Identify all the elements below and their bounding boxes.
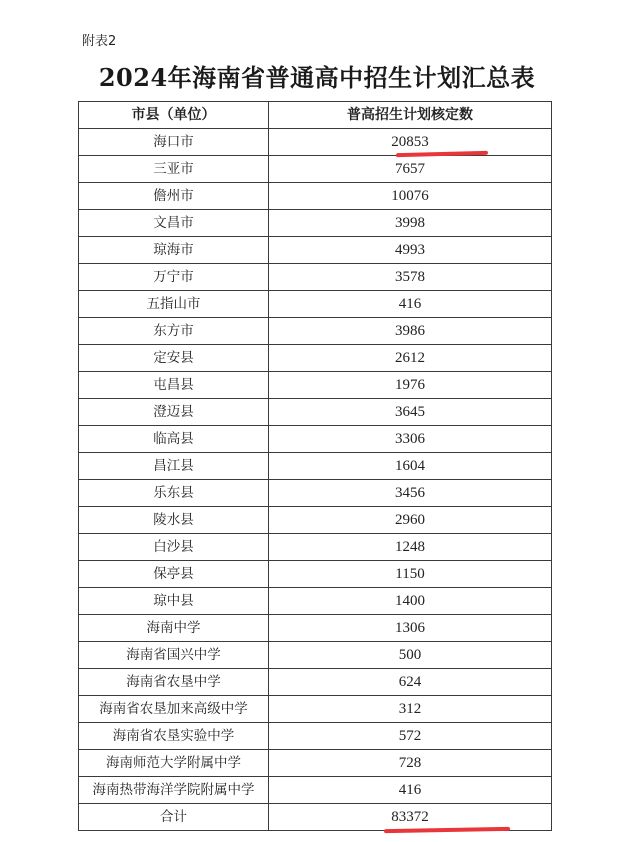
- attachment-label: 附表2: [82, 34, 117, 49]
- table-row: [79, 399, 552, 426]
- table-row: [79, 480, 552, 507]
- total-count-cell: 83372: [269, 804, 552, 831]
- count-cell: 2612: [269, 345, 552, 372]
- table-row: [79, 615, 552, 642]
- unit-cell: 海南师范大学附属中学: [79, 750, 269, 777]
- unit-cell: 海南省国兴中学: [79, 642, 269, 669]
- highlight-underline-total: [384, 827, 510, 833]
- header-unit: 市县（单位）: [79, 102, 269, 129]
- unit-cell: 保亭县: [79, 561, 269, 588]
- table-row: [79, 534, 552, 561]
- table-body: [79, 129, 552, 831]
- count-cell: 20853: [269, 129, 552, 156]
- unit-cell: 文昌市: [79, 210, 269, 237]
- unit-cell: 海南中学: [79, 615, 269, 642]
- table-row: [79, 561, 552, 588]
- count-cell: 3986: [269, 318, 552, 345]
- count-cell: 10076: [269, 183, 552, 210]
- unit-cell: 儋州市: [79, 183, 269, 210]
- table-row: [79, 588, 552, 615]
- unit-cell: 琼中县: [79, 588, 269, 615]
- count-cell: 624: [269, 669, 552, 696]
- unit-cell: 海南热带海洋学院附属中学: [79, 777, 269, 804]
- table-row: [79, 318, 552, 345]
- count-cell: 1400: [269, 588, 552, 615]
- table-row: [79, 777, 552, 804]
- unit-cell: 乐东县: [79, 480, 269, 507]
- unit-cell: 定安县: [79, 345, 269, 372]
- count-cell: 3456: [269, 480, 552, 507]
- table-row: [79, 750, 552, 777]
- unit-cell: 昌江县: [79, 453, 269, 480]
- count-cell: 1248: [269, 534, 552, 561]
- enrollment-plan-table: [78, 101, 552, 831]
- table-row: [79, 372, 552, 399]
- table-row: [79, 426, 552, 453]
- count-cell: 312: [269, 696, 552, 723]
- table-row: [79, 696, 552, 723]
- document-title: 2024年海南省普通高中招生计划汇总表: [98, 63, 536, 92]
- unit-cell: 澄迈县: [79, 399, 269, 426]
- unit-cell: 屯昌县: [79, 372, 269, 399]
- unit-cell: 三亚市: [79, 156, 269, 183]
- unit-cell: 海南省农垦中学: [79, 669, 269, 696]
- table-row: [79, 669, 552, 696]
- table-row: [79, 156, 552, 183]
- total-label-cell: 合计: [79, 804, 269, 831]
- table-header-row: [79, 102, 552, 129]
- table-row: [79, 237, 552, 264]
- count-cell: 7657: [269, 156, 552, 183]
- count-cell: 728: [269, 750, 552, 777]
- unit-cell: 五指山市: [79, 291, 269, 318]
- count-cell: 3645: [269, 399, 552, 426]
- count-cell: 500: [269, 642, 552, 669]
- table-row: [79, 291, 552, 318]
- table-row: [79, 453, 552, 480]
- count-cell: 3578: [269, 264, 552, 291]
- count-cell: 4993: [269, 237, 552, 264]
- count-cell: 3998: [269, 210, 552, 237]
- count-cell: 1306: [269, 615, 552, 642]
- unit-cell: 琼海市: [79, 237, 269, 264]
- unit-cell: 海口市: [79, 129, 269, 156]
- count-cell: 572: [269, 723, 552, 750]
- table-row: [79, 345, 552, 372]
- unit-cell: 陵水县: [79, 507, 269, 534]
- unit-cell: 白沙县: [79, 534, 269, 561]
- unit-cell: 海南省农垦加来高级中学: [79, 696, 269, 723]
- table-row: [79, 183, 552, 210]
- count-cell: 3306: [269, 426, 552, 453]
- count-cell: 1604: [269, 453, 552, 480]
- unit-cell: 万宁市: [79, 264, 269, 291]
- table-row: [79, 210, 552, 237]
- count-cell: 416: [269, 777, 552, 804]
- count-cell: 1150: [269, 561, 552, 588]
- count-cell: 2960: [269, 507, 552, 534]
- count-cell: 1976: [269, 372, 552, 399]
- table-row: [79, 507, 552, 534]
- header-count: 普高招生计划核定数: [269, 102, 552, 129]
- unit-cell: 临高县: [79, 426, 269, 453]
- unit-cell: 海南省农垦实验中学: [79, 723, 269, 750]
- table-row: [79, 264, 552, 291]
- unit-cell: 东方市: [79, 318, 269, 345]
- count-cell: 416: [269, 291, 552, 318]
- table-row: [79, 723, 552, 750]
- table-row: [79, 642, 552, 669]
